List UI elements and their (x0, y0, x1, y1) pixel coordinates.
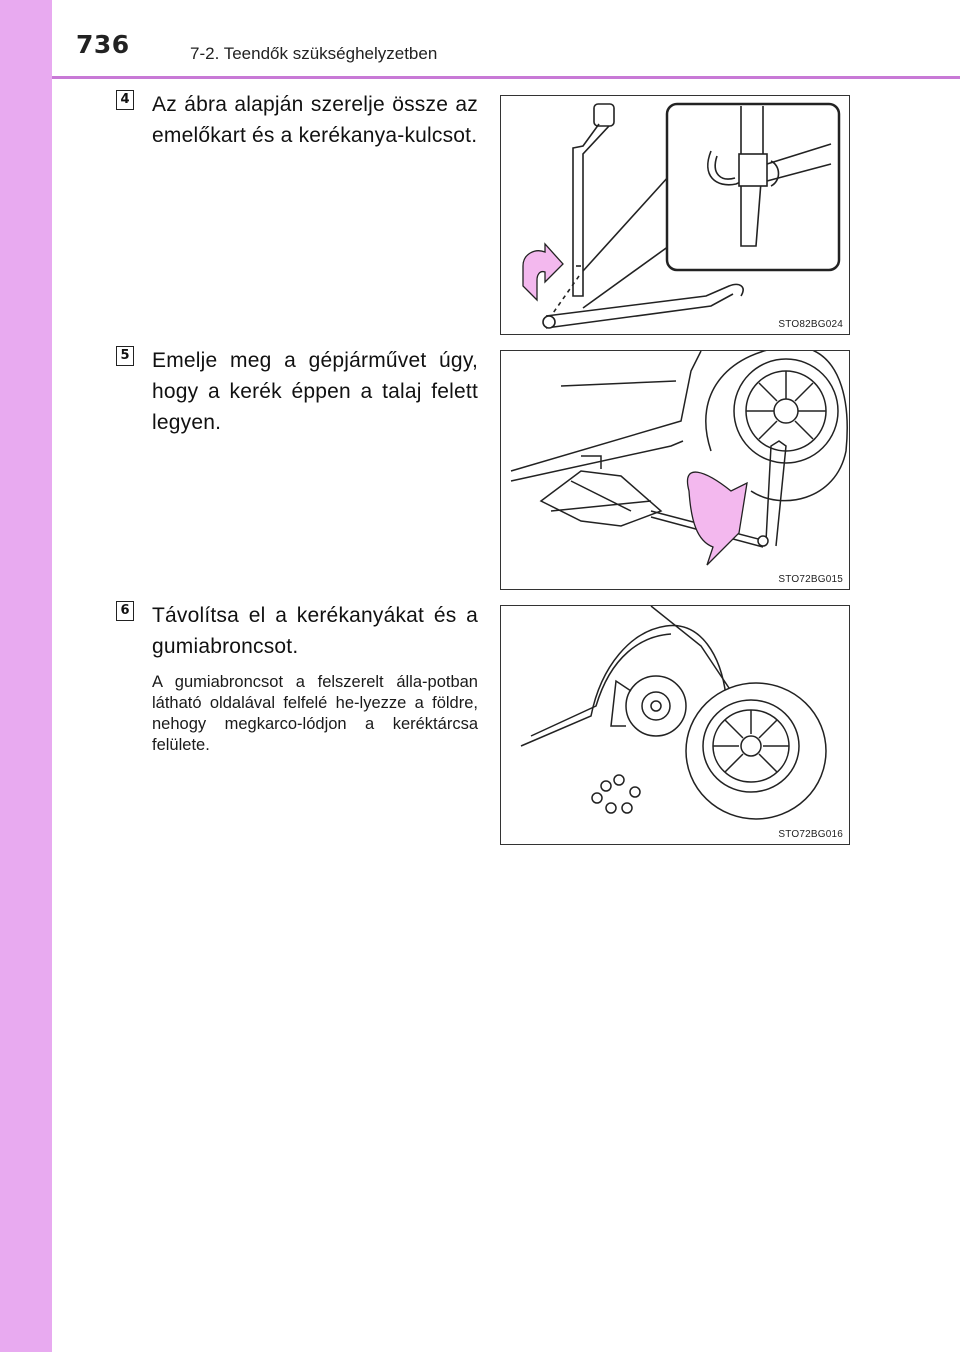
step-4-badge: 4 (116, 90, 134, 110)
lift-vehicle-illustration (501, 351, 850, 590)
figure-code: STO72BG015 (778, 574, 843, 585)
rotation-arrow-icon (687, 472, 747, 565)
figure-jack-handle-assembly (500, 95, 850, 335)
lug-nuts-icon (592, 775, 640, 813)
figure-code: STO72BG016 (778, 829, 843, 840)
section-title: 7-2. Teendők szükséghelyzetben (190, 44, 438, 63)
step-5-text: Emelje meg a gépjárművet úgy, hogy a kerék éppen a talaj felett legyen. (152, 349, 478, 434)
step-5-badge: 5 (116, 346, 134, 366)
figure-remove-wheel (500, 605, 850, 845)
step-6-note: A gumiabroncsot a felszerelt álla-potban látható oldalával felfelé he-lyezze a földre, nehogy megkarco-lódjon a keréktárcsa felülete. (152, 673, 478, 754)
step-4-text: Az ábra alapján szerelje össze az emelőkart és a kerékanya-kulcsot. (152, 93, 478, 147)
step-6-text: Távolítsa el a kerékanyákat és a gumiabroncsot. (152, 604, 478, 658)
remove-wheel-illustration (501, 606, 850, 845)
chapter-sidebar (0, 0, 52, 1352)
page-number: 736 (76, 30, 130, 59)
pink-arrow-icon (523, 244, 563, 300)
figure-code: STO82BG024 (778, 319, 843, 330)
step-6-badge: 6 (116, 601, 134, 621)
jack-handle-illustration (501, 96, 850, 335)
figure-lift-vehicle (500, 350, 850, 590)
header-rule (52, 76, 960, 79)
